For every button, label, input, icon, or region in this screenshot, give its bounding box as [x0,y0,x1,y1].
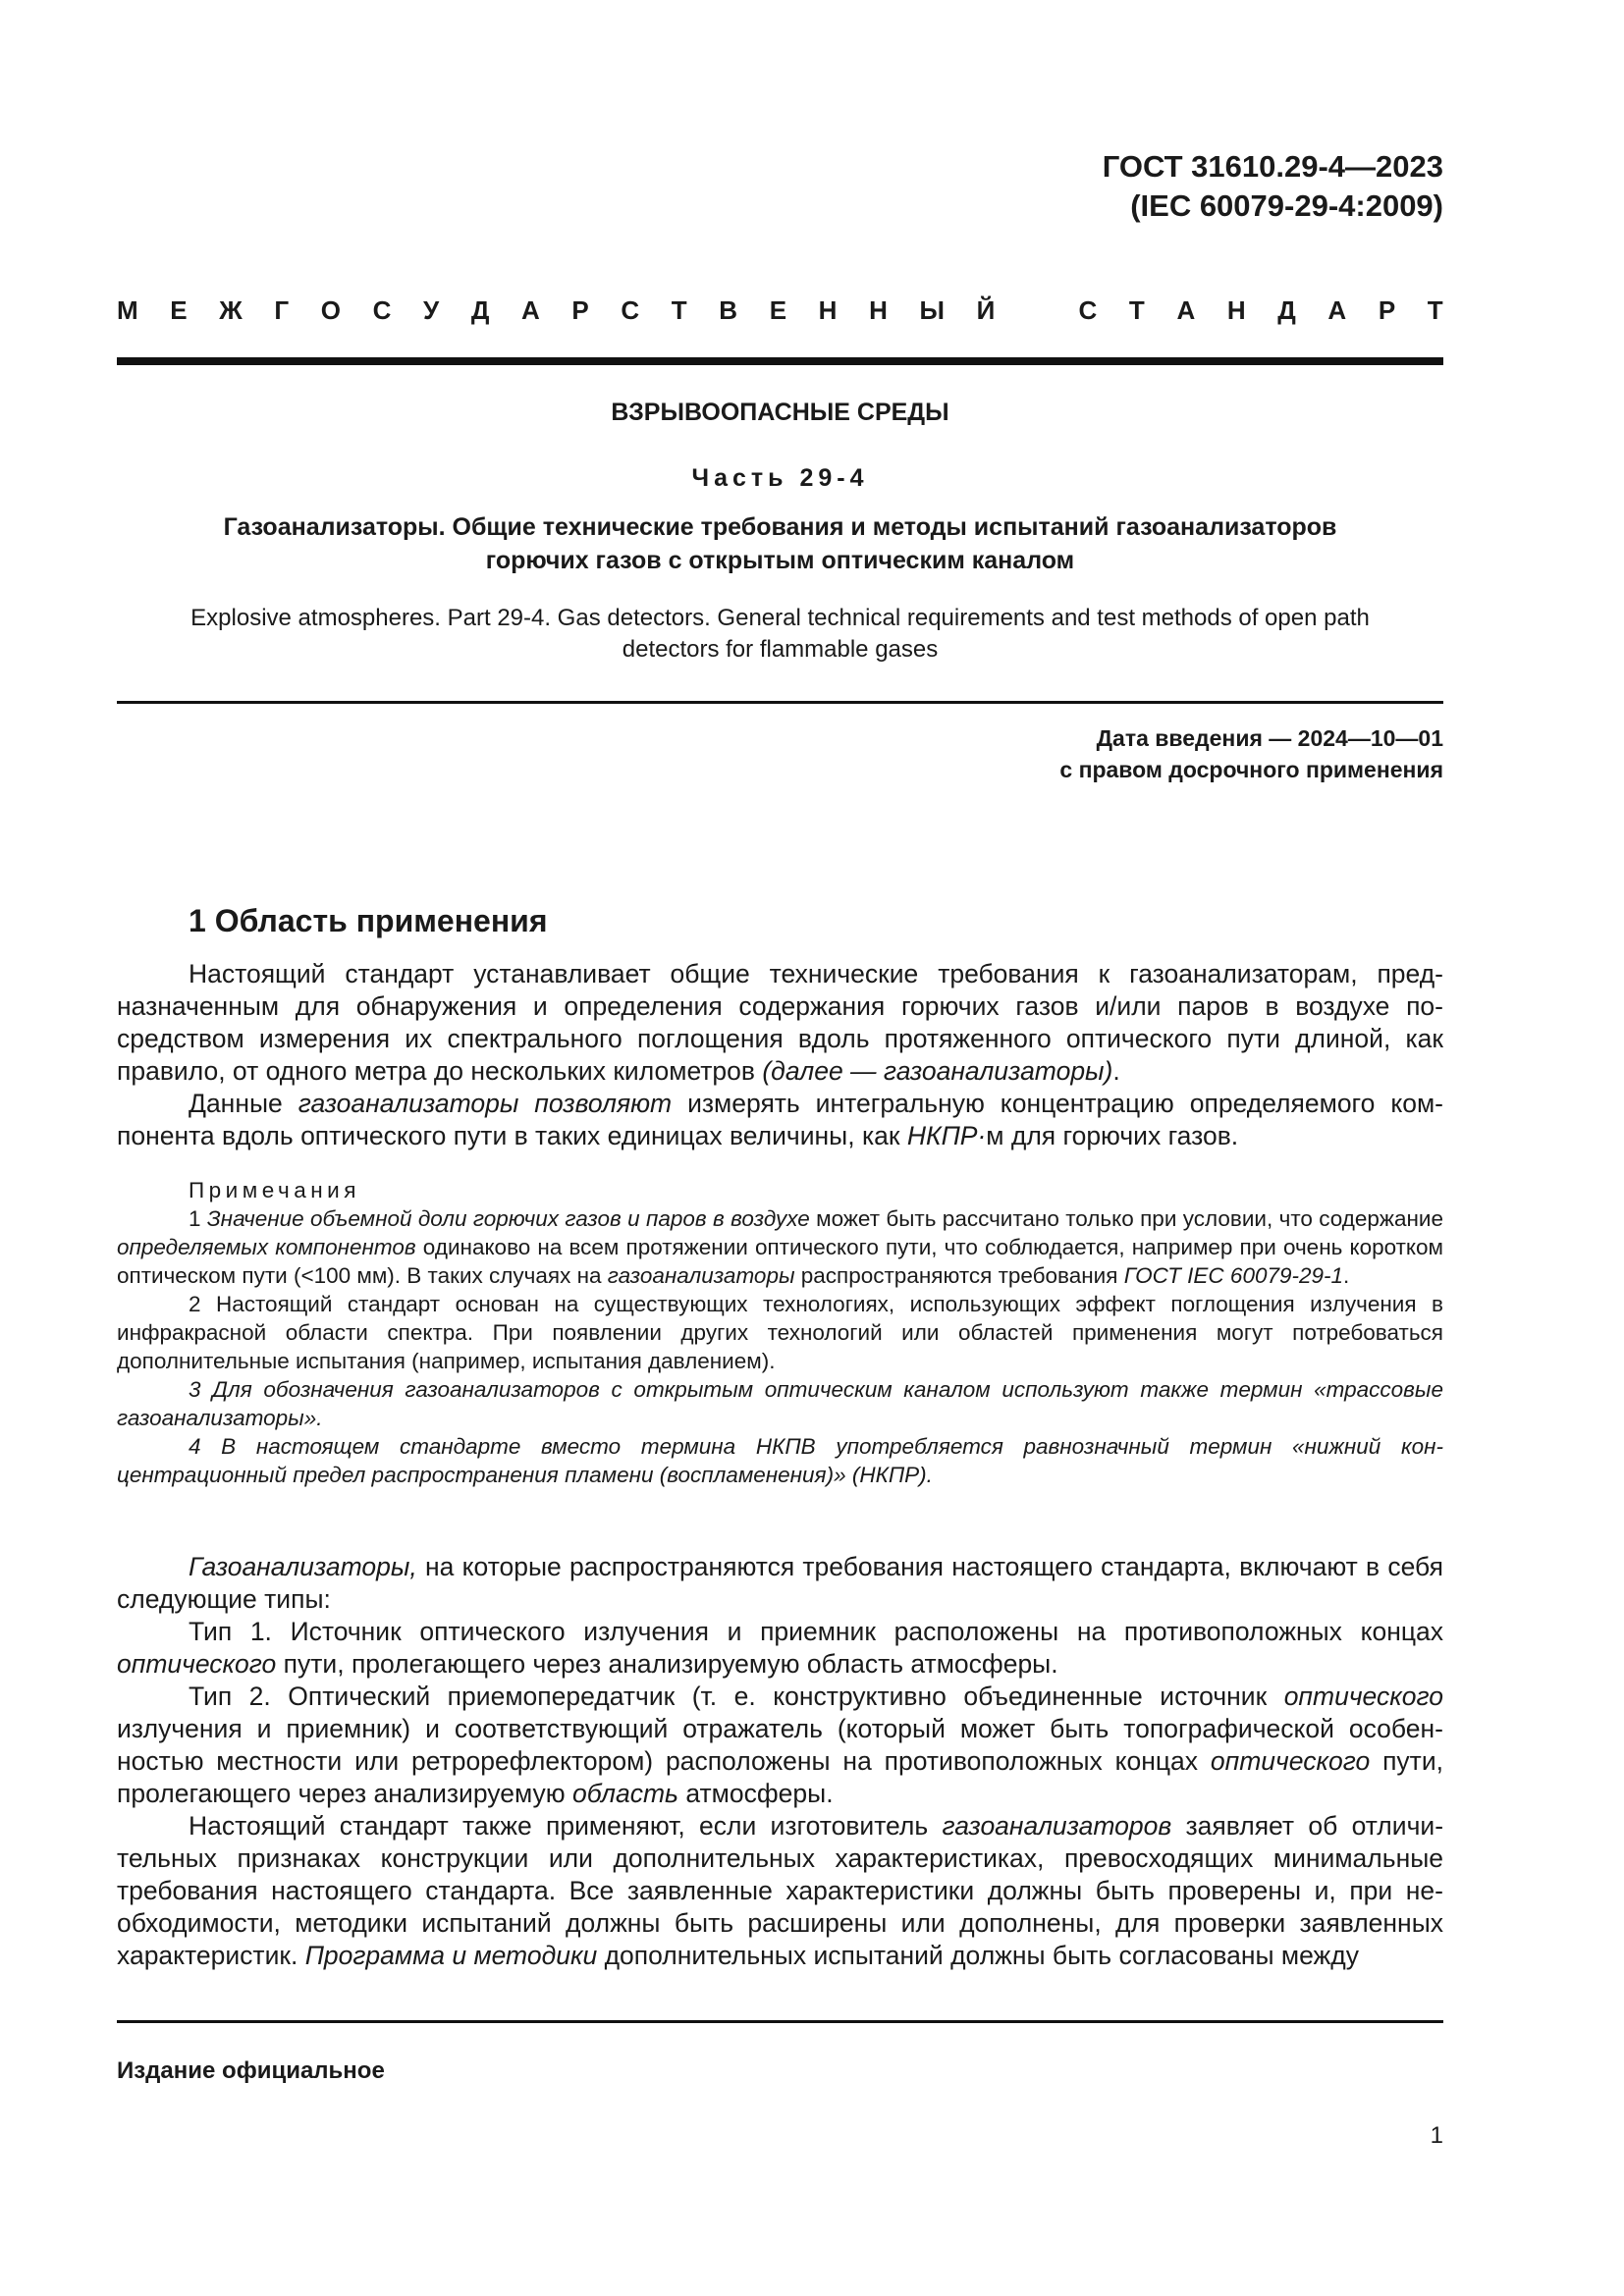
banner-letter: О [320,295,341,325]
interstate-standard-banner [117,294,1443,326]
banner-letter: Д [1277,295,1296,325]
note-3: 3 Для обозначения газоанализаторов с открытым оптическим каналом используют также термин «трассовые газоанализаторы». [117,1377,1443,1430]
banner-letter: Н [869,295,888,325]
section-heading: 1 Область применения [189,903,548,938]
standard-number: ГОСТ 31610.29-4—2023 [1102,149,1443,184]
banner-letter: Й [976,295,996,325]
banner-letter: Ы [919,295,945,325]
banner-rule [117,357,1443,365]
paragraph: Настоящий стандарт устанавливает общие технические требования к газоанализаторам, предназначенным для обнаружения и определения содержания горючих газов и/или паров в воздухе посредством измерения их спектрального поглощения вдоль протяженного оптического пути длиной, как правило, от одного метра до нескольких километров (далее — газоанализаторы). [117,959,1443,1086]
body-block-2 [117,1551,1443,1972]
paragraph: Настоящий стандарт также применяют, если изготовитель газоанализаторов заявляет об отличительных признаках конструкции или дополнительных характеристиках, превосходящих минимальные требования настоящего стандарта. Все заявленные характеристики должны быть проверены и, при необходимости, методики испытаний должны быть расширены или дополнены, для проверки заявленных характеристик. Программа и методики дополнительных испытаний должны быть согласованы между [117,1811,1444,1970]
early-use-note: с правом досрочного применения [1059,757,1443,782]
subtitle-line-2: горючих газов с открытым оптическим каналом [485,547,1075,574]
banner-letter: В [719,295,738,325]
type-1-paragraph: Тип 1. Источник оптического излучения и приемник расположены на противоположных концах оптического пути, пролегающего через анализируемую область атмосферы. [117,1617,1443,1679]
note-1: 1 Значение объемной доли горючих газов и паров в воздухе может быть рассчитано только при условии, что содержание определяемых компонентов одинаково на всем протяжении оптического пути, что соблюдается, например при очень коротком оптическом пути (<100 мм). В таких случаях на газоанализаторы распространяются требования ГОСТ IEC 60079-29-1. [117,1206,1443,1288]
introduction-date-block [1059,722,1443,785]
banner-letter: У [423,295,440,325]
banner-letter: Р [1378,295,1396,325]
banner-letter: Т [1427,295,1443,325]
banner-letter: Т [1128,295,1145,325]
banner-letter: Д [470,295,490,325]
english-line-1: Explosive atmospheres. Part 29-4. Gas detectors. General technical requirements and test methods of open path [190,605,1370,631]
title-rule [117,701,1443,704]
title-main: ВЗРЫВООПАСНЫЕ СРЕДЫ [611,399,949,426]
banner-letter: Р [571,295,589,325]
title-english [117,603,1443,666]
english-line-2: detectors for flammable gases [622,636,939,663]
banner-letter: Е [769,295,787,325]
title-subtitle [117,510,1443,577]
standard-number-block [1103,147,1443,226]
banner-letter: Т [671,295,687,325]
banner-gap [1027,294,1047,326]
banner-letter: А [1327,295,1347,325]
paragraph: Данные газоанализаторы позволяют измерять интегральную концентрацию определяемого компонента вдоль оптического пути в таких единицах величины, как НКПР·м для горючих газов. [117,1089,1443,1150]
banner-letter: Ж [219,295,243,325]
banner-letter: Г [274,295,290,325]
notes-heading: Примечания [189,1178,360,1202]
paragraph: Газоанализаторы, на которые распространяются требования настоящего стандарта, включают в себя следующие типы: [117,1552,1443,1614]
title-part: Часть 29-4 [691,464,869,492]
type-2-paragraph: Тип 2. Оптический приемопередатчик (т. е. конструктивно объединенные источник оптического излучения и приемник) и соответствующий отражатель (который может быть топографической особенностью местности или ретрорефлектором) расположены на противоположных концах оптического пути, пролегающего через анализируемую область атмосферы. [117,1682,1443,1808]
banner-letter: С [621,295,640,325]
note-4: 4 В настоящем стандарте вместо термина НКПВ употребляется равнозначный термин «нижний концентрационный предел распространения пламени (воспламенения)» (НКПР). [117,1434,1443,1487]
body-block-1 [117,958,1443,1152]
banner-letter: Н [1226,295,1246,325]
banner-letter: А [521,295,540,325]
banner-letter: М [117,295,138,325]
introduction-date: Дата введения — 2024—10—01 [1096,725,1443,751]
banner-letter: С [1078,295,1098,325]
note-2: 2 Настоящий стандарт основан на существующих технологиях, использующих эффект поглощения излучения в инфракрасной области спектра. При появлении других технологий или областей применения могут потребоваться дополнительные испытания (например, испытания давлением). [117,1292,1443,1373]
notes-block [117,1176,1443,1489]
subtitle-line-1: Газоанализаторы. Общие технические требования и методы испытаний газоанализаторов [223,513,1337,541]
iec-number: (IEC 60079-29-4:2009) [1130,188,1443,223]
official-edition: Издание официальное [117,2057,385,2084]
banner-letter: А [1176,295,1196,325]
banner-letter: С [372,295,392,325]
banner-letter: Н [818,295,838,325]
footer-rule [117,2020,1443,2023]
page-number: 1 [1430,2122,1443,2149]
banner-letter: Е [170,295,188,325]
